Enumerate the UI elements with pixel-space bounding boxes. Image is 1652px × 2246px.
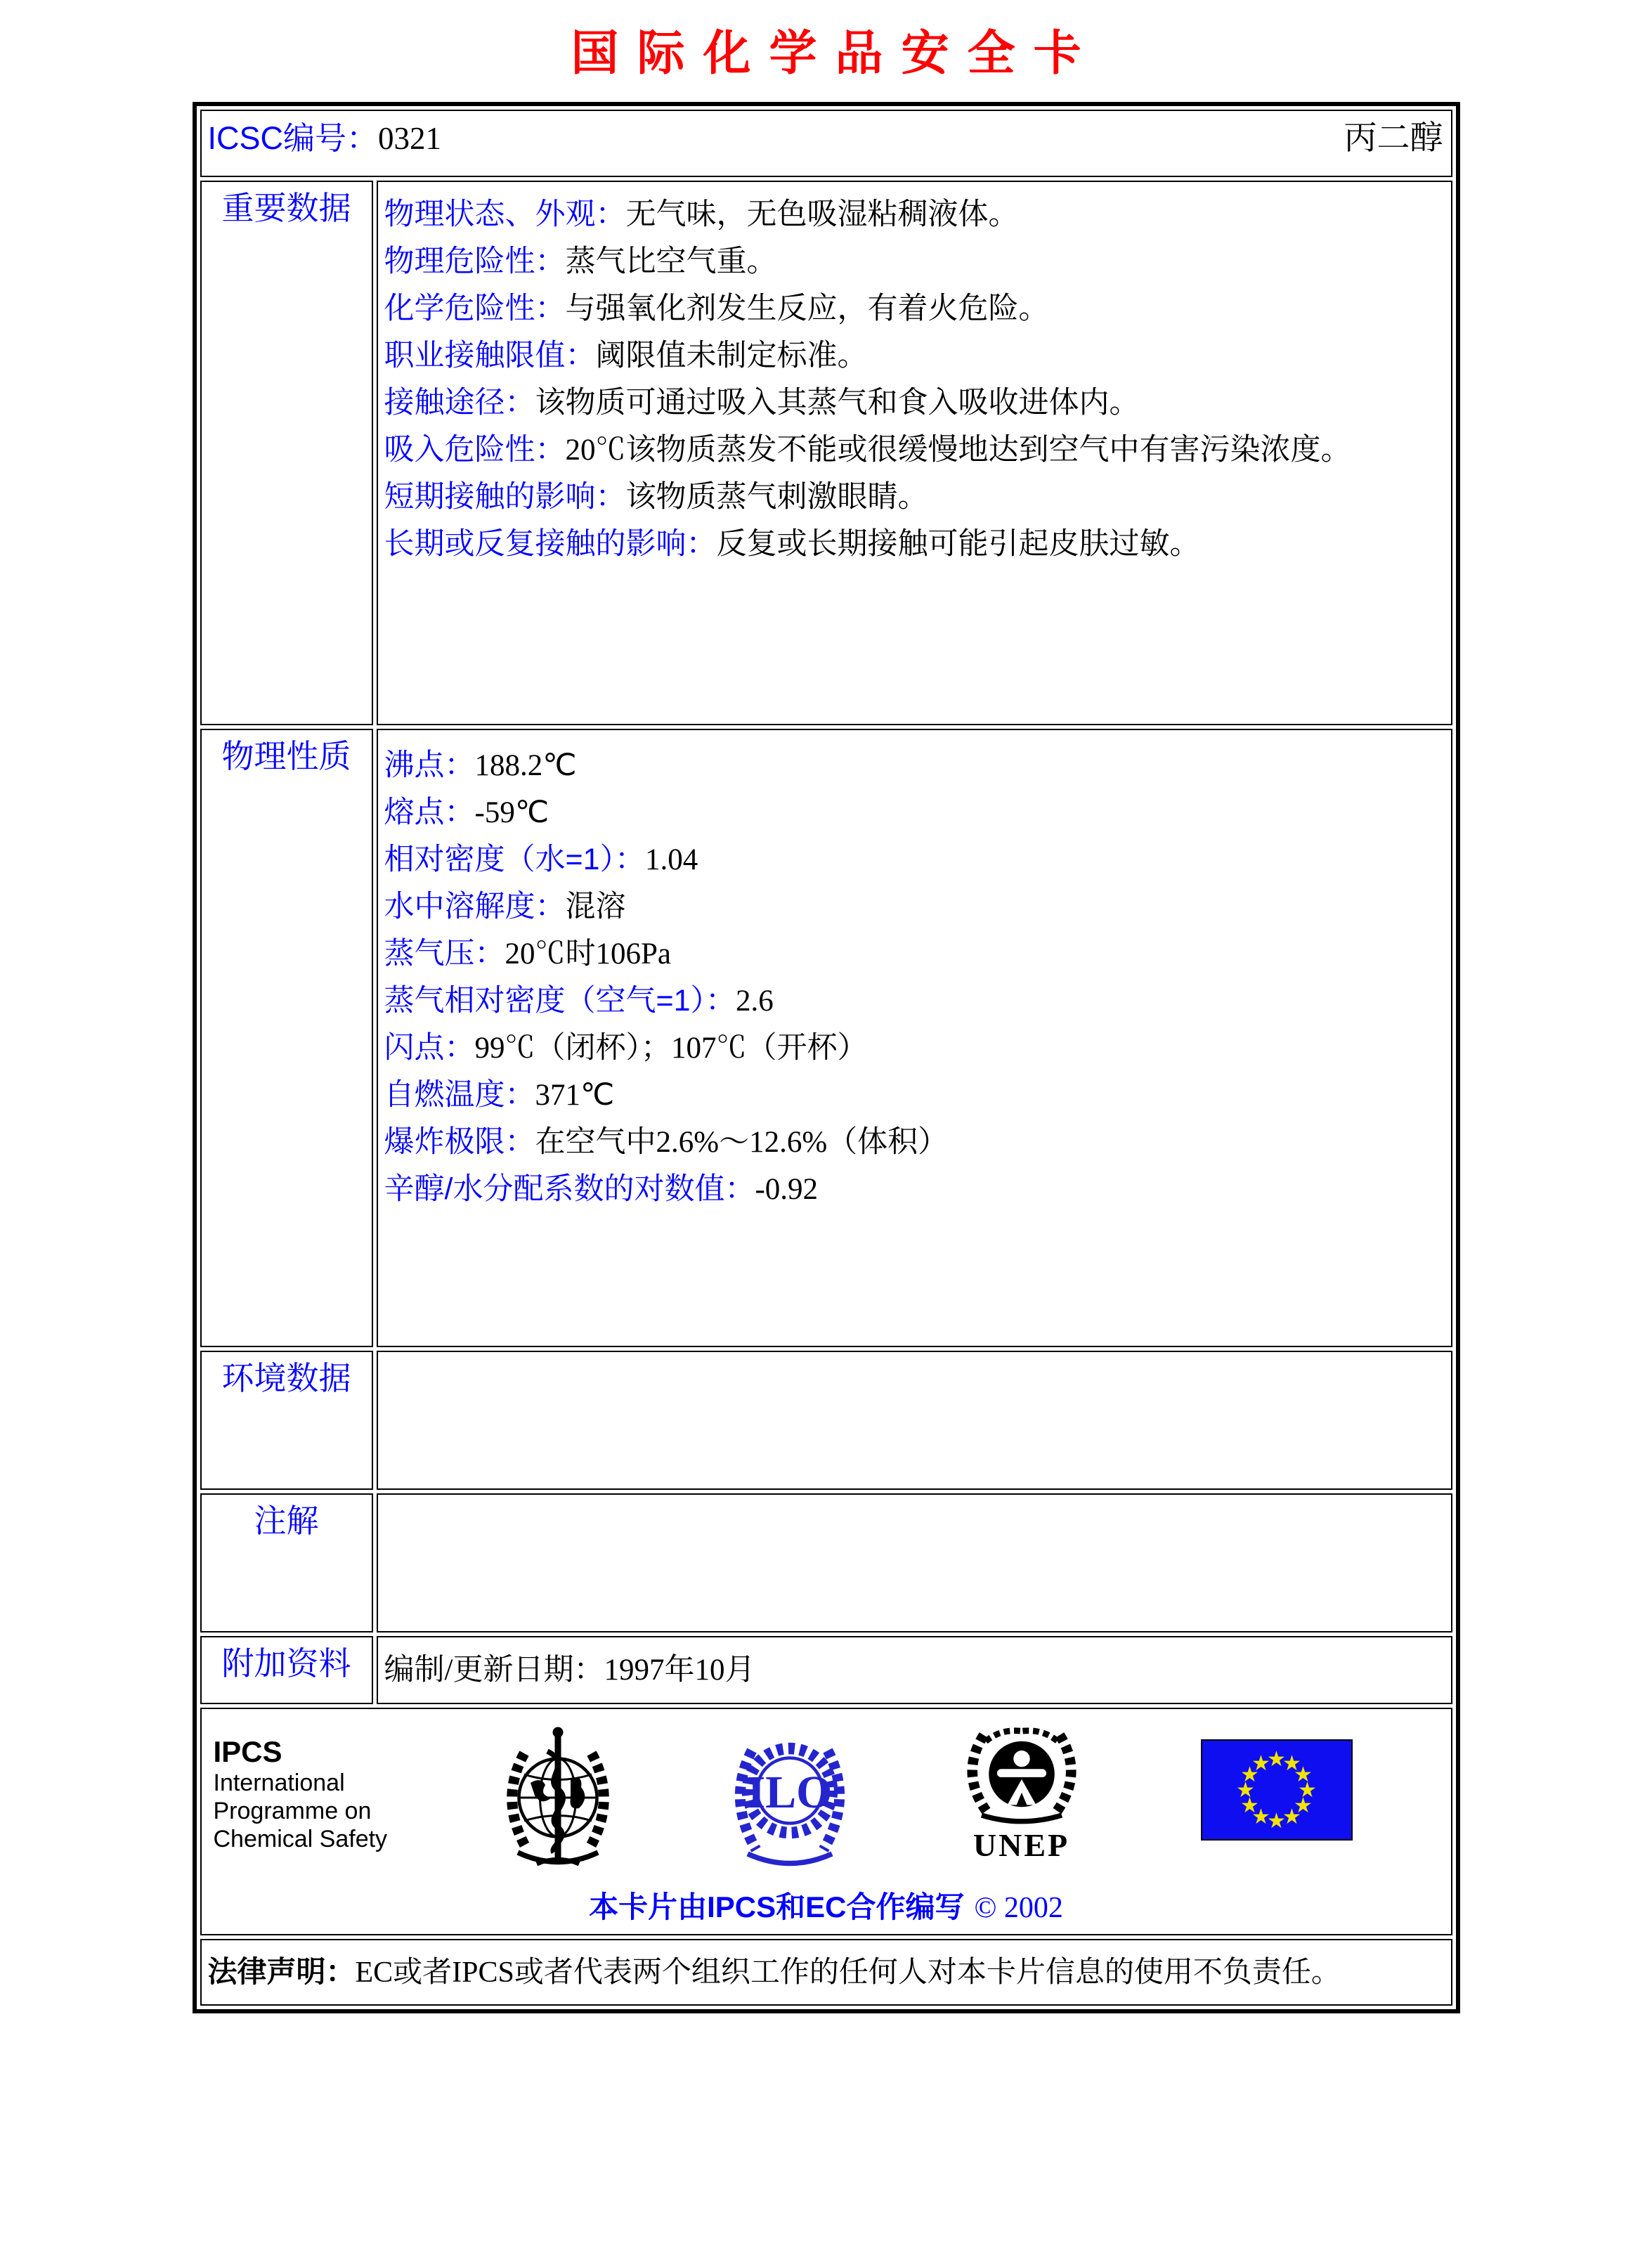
- line-label: 短期接触的影响：: [384, 480, 626, 514]
- eu-star: ★: [1240, 1763, 1259, 1786]
- line-value: 20℃时106Pa: [505, 937, 671, 971]
- ipcs-text-block: [214, 1717, 424, 1853]
- icsc-number-value: 0321: [378, 121, 442, 156]
- line-label: 物理状态、外观：: [384, 197, 626, 231]
- line-value: 混溶: [565, 890, 626, 923]
- ipcs-subtitle-line: Programme on: [213, 1798, 372, 1824]
- line-value: -0.92: [755, 1173, 819, 1206]
- icsc-number-group: [208, 112, 442, 158]
- data-line: [384, 883, 1440, 930]
- copyright-text: © 2002: [974, 1892, 1063, 1924]
- additional-info-cell: [377, 1636, 1452, 1704]
- credit-text: 本卡片由IPCS和EC合作编写: [589, 1890, 965, 1923]
- header-content: [202, 112, 1450, 159]
- header-cell: [200, 110, 1452, 177]
- data-line: [384, 836, 1440, 883]
- legal-label: 法律声明：: [207, 1955, 356, 1988]
- eu-star: ★: [1294, 1794, 1313, 1817]
- line-label: 熔点：: [384, 796, 475, 829]
- line-label: 职业接触限值：: [384, 339, 596, 372]
- eu-star: ★: [1267, 1748, 1286, 1771]
- eu-star: ★: [1267, 1810, 1286, 1833]
- line-label: 接触途径：: [384, 386, 535, 420]
- physical-properties-row: [200, 729, 1452, 1347]
- line-value: 99℃（闭杯）；107℃（开杯）: [474, 1032, 868, 1065]
- logos-row: [200, 1708, 1452, 1935]
- icsc-number-label: ICSC编号：: [207, 120, 379, 156]
- update-date: 编制/更新日期：1997年10月: [384, 1654, 755, 1687]
- line-label: 自燃温度：: [384, 1078, 535, 1112]
- notes-cell: [377, 1493, 1452, 1632]
- data-line: [384, 285, 1440, 332]
- line-label: 爆炸极限：: [384, 1125, 535, 1159]
- data-line: [384, 474, 1440, 521]
- ilo-letters: ILO: [746, 1767, 833, 1818]
- line-value: -59℃: [474, 796, 549, 829]
- icsc-table: [197, 106, 1456, 2009]
- page-title: 国际化学品安全卡: [571, 27, 1100, 80]
- additional-info-content: [379, 1638, 1450, 1702]
- section-label-physical-properties: 物理性质: [200, 729, 373, 1347]
- line-label: 蒸气相对密度（空气=1）：: [384, 984, 736, 1018]
- data-line: [384, 1072, 1440, 1119]
- data-line: [384, 930, 1440, 978]
- important-data-cell: [377, 181, 1452, 725]
- data-line: [384, 332, 1440, 379]
- data-line: [384, 191, 1440, 238]
- data-line: [384, 978, 1440, 1025]
- line-value: 20℃该物质蒸发不能或很缓慢地达到空气中有害污染浓度。: [565, 434, 1351, 467]
- line-label: 物理危险性：: [384, 245, 566, 278]
- important-data-content: [379, 183, 1450, 723]
- line-value: 反复或长期接触可能引起皮肤过敏。: [716, 528, 1200, 561]
- line-value: 该物质可通过吸入其蒸气和食入吸收进体内。: [535, 387, 1140, 420]
- eu-star: ★: [1236, 1779, 1255, 1802]
- line-label: 蒸气压：: [384, 937, 505, 971]
- line-label: 闪点：: [384, 1031, 475, 1065]
- line-label: 辛醇/水分配系数的对数值：: [384, 1172, 755, 1206]
- icsc-card: [193, 102, 1460, 2013]
- additional-info-row: [200, 1636, 1452, 1704]
- environmental-data-cell: [377, 1351, 1452, 1490]
- environmental-data-row: [200, 1351, 1452, 1490]
- data-line: [384, 1166, 1440, 1213]
- who-logo-icon: [495, 1720, 621, 1876]
- data-line: [384, 1647, 1440, 1694]
- eu-star: ★: [1282, 1752, 1301, 1775]
- line-label: 长期或反复接触的影响：: [384, 527, 717, 561]
- notes-row: [200, 1493, 1452, 1632]
- header-row: [200, 110, 1452, 177]
- ipcs-subtitle-line: International: [213, 1770, 345, 1796]
- eu-star: ★: [1251, 1752, 1270, 1775]
- line-label: 化学危险性：: [384, 292, 566, 325]
- environmental-data-content: [379, 1353, 1450, 1488]
- data-line: [384, 521, 1440, 568]
- physical-properties-cell: [377, 729, 1452, 1347]
- section-label-notes: 注解: [200, 1493, 373, 1632]
- line-value: 蒸气比空气重。: [565, 245, 777, 278]
- logos-cell: [200, 1708, 1452, 1935]
- line-label: 沸点：: [384, 748, 475, 782]
- line-value: 2.6: [736, 985, 774, 1018]
- line-value: 无气味，无色吸湿粘稠液体。: [625, 198, 1019, 231]
- legal-statement: [202, 1941, 1450, 2004]
- ilo-logo-icon: [727, 1725, 853, 1873]
- data-line: [384, 1119, 1440, 1166]
- line-label: 相对密度（水=1）：: [384, 843, 646, 876]
- section-label-important-data: 重要数据: [200, 181, 373, 725]
- footer-inner: [202, 1710, 1450, 1933]
- legal-cell: [200, 1939, 1452, 2006]
- data-line: [384, 427, 1440, 474]
- legal-text: EC或者IPCS或者代表两个组织工作的任何人对本卡片信息的使用不负责任。: [355, 1956, 1341, 1989]
- data-line: [384, 1025, 1440, 1072]
- unep-logo-icon: [955, 1722, 1088, 1828]
- physical-properties-content: [379, 731, 1450, 1345]
- credit-line: [202, 1884, 1450, 1926]
- line-value: 在空气中2.6%～12.6%（体积）: [535, 1126, 949, 1159]
- line-value: 1.04: [645, 843, 698, 876]
- line-label: 水中溶解度：: [384, 890, 566, 923]
- eu-flag-icon: [1201, 1739, 1353, 1841]
- eu-star: ★: [1294, 1763, 1313, 1786]
- unep-logo-block: [955, 1722, 1088, 1862]
- notes-content: [379, 1495, 1450, 1630]
- eu-star: ★: [1298, 1779, 1317, 1802]
- logos-strip: [202, 1717, 1450, 1880]
- line-label: 吸入危险性：: [384, 433, 566, 467]
- legal-row: [200, 1939, 1452, 2006]
- data-line: [384, 742, 1440, 789]
- line-value: 188.2℃: [474, 749, 577, 782]
- chemical-name: 丙二醇: [1344, 120, 1443, 157]
- ipcs-subtitle-line: Chemical Safety: [213, 1826, 388, 1852]
- section-label-environmental-data: 环境数据: [200, 1351, 373, 1490]
- important-data-row: [200, 181, 1452, 725]
- line-value: 阈限值未制定标准。: [595, 339, 868, 372]
- line-value: 371℃: [535, 1079, 615, 1112]
- line-value: 该物质蒸气刺激眼睛。: [625, 481, 928, 514]
- eu-star: ★: [1282, 1805, 1301, 1829]
- section-label-additional-info: 附加资料: [200, 1636, 373, 1704]
- unep-label: UNEP: [973, 1827, 1070, 1863]
- ipcs-title: IPCS: [213, 1735, 282, 1768]
- data-line: [384, 379, 1440, 427]
- eu-star: ★: [1240, 1794, 1259, 1817]
- eu-star: ★: [1251, 1805, 1270, 1829]
- data-line: [384, 238, 1440, 285]
- line-value: 与强氧化剂发生反应，有着火危险。: [565, 292, 1049, 325]
- data-line: [384, 789, 1440, 836]
